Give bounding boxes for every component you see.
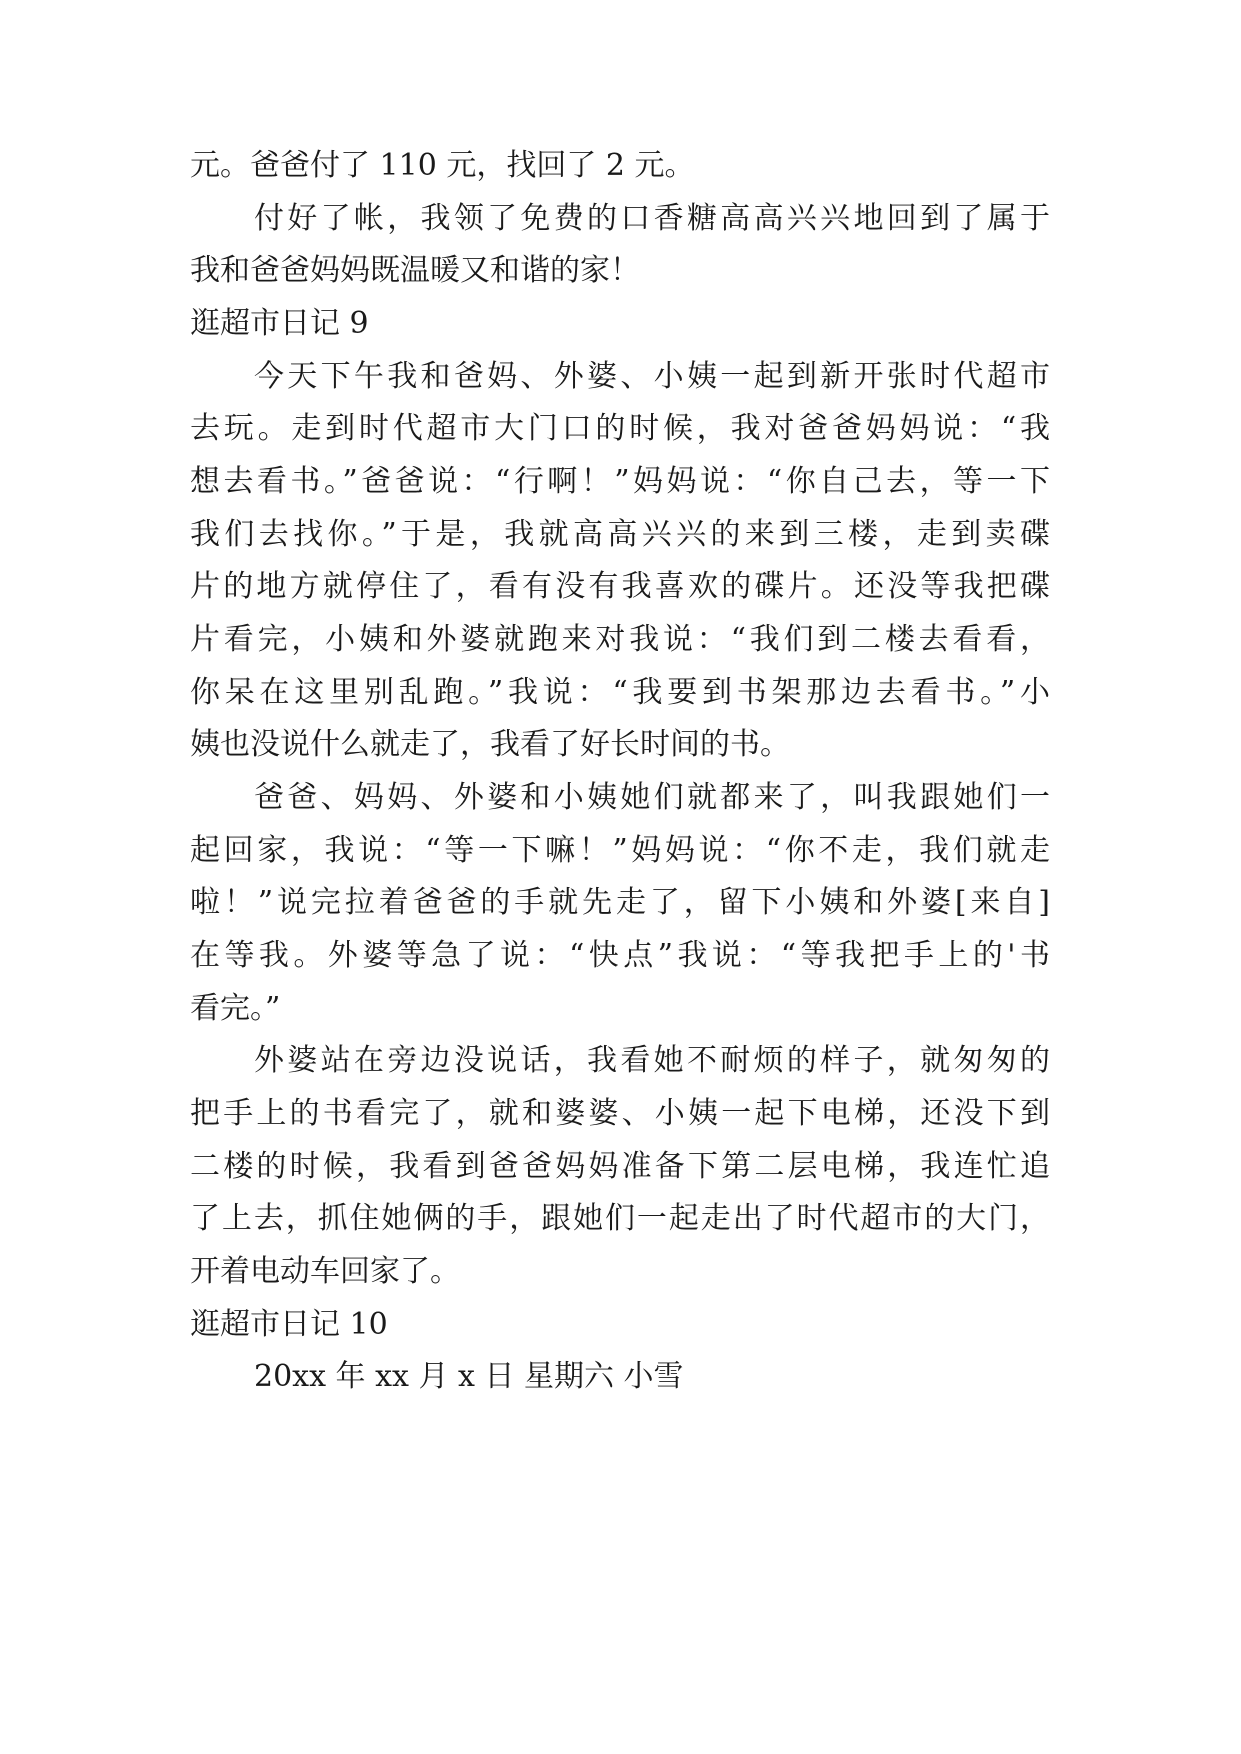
paragraph-line: 我们去找你。”于是，我就高高兴兴的来到三楼，走到卖碟 (190, 517, 1050, 552)
paragraph-line: 去玩。走到时代超市大门口的时候，我对爸爸妈妈说：“我 (190, 411, 1050, 446)
section-heading: 逛超市日记 9 (190, 306, 369, 341)
paragraph-line: 开着电动车回家了。 (190, 1254, 460, 1289)
paragraph-line: 在等我。外婆等急了说：“快点”我说：“等我把手上的'书 (190, 938, 1050, 973)
section-heading: 逛超市日记 10 (190, 1307, 388, 1342)
paragraph-line: 片的地方就停住了，看有没有我喜欢的碟片。还没等我把碟 (190, 569, 1050, 604)
paragraph-line: 你呆在这里别乱跑。”我说：“我要到书架那边去看书。”小 (190, 675, 1050, 710)
paragraph-line: 元。爸爸付了 110 元，找回了 2 元。 (190, 148, 695, 183)
paragraph-line: 想去看书。”爸爸说：“行啊！”妈妈说：“你自己去，等一下 (190, 464, 1050, 499)
paragraph-line: 爸爸、妈妈、外婆和小姨她们就都来了，叫我跟她们一 (254, 780, 1050, 815)
paragraph-line: 我和爸爸妈妈既温暖又和谐的家！ (190, 253, 640, 288)
paragraph-line: 起回家，我说：“等一下嘛！”妈妈说：“你不走，我们就走 (190, 833, 1050, 868)
paragraph-line: 片看完，小姨和外婆就跑来对我说：“我们到二楼去看看， (190, 622, 1050, 657)
paragraph-line: 付好了帐，我领了免费的口香糖高高兴兴地回到了属于 (254, 201, 1050, 236)
paragraph-line: 把手上的书看完了，就和婆婆、小姨一起下电梯，还没下到 (190, 1096, 1050, 1131)
paragraph-line: 外婆站在旁边没说话，我看她不耐烦的样子，就匆匆的 (254, 1043, 1050, 1078)
paragraph-line: 今天下午我和爸妈、外婆、小姨一起到新开张时代超市 (254, 359, 1050, 394)
paragraph-line: 了上去，抓住她俩的手，跟她们一起走出了时代超市的大门， (190, 1201, 1050, 1236)
date-line: 20xx 年 xx 月 x 日 星期六 小雪 (254, 1359, 684, 1394)
paragraph-line: 看完。” (190, 991, 281, 1026)
paragraph-line: 姨也没说什么就走了，我看了好长时间的书。 (190, 727, 790, 762)
paragraph-line: 啦！”说完拉着爸爸的手就先走了，留下小姨和外婆[来自] (190, 885, 1050, 920)
paragraph-line: 二楼的时候，我看到爸爸妈妈准备下第二层电梯，我连忙追 (190, 1149, 1050, 1184)
